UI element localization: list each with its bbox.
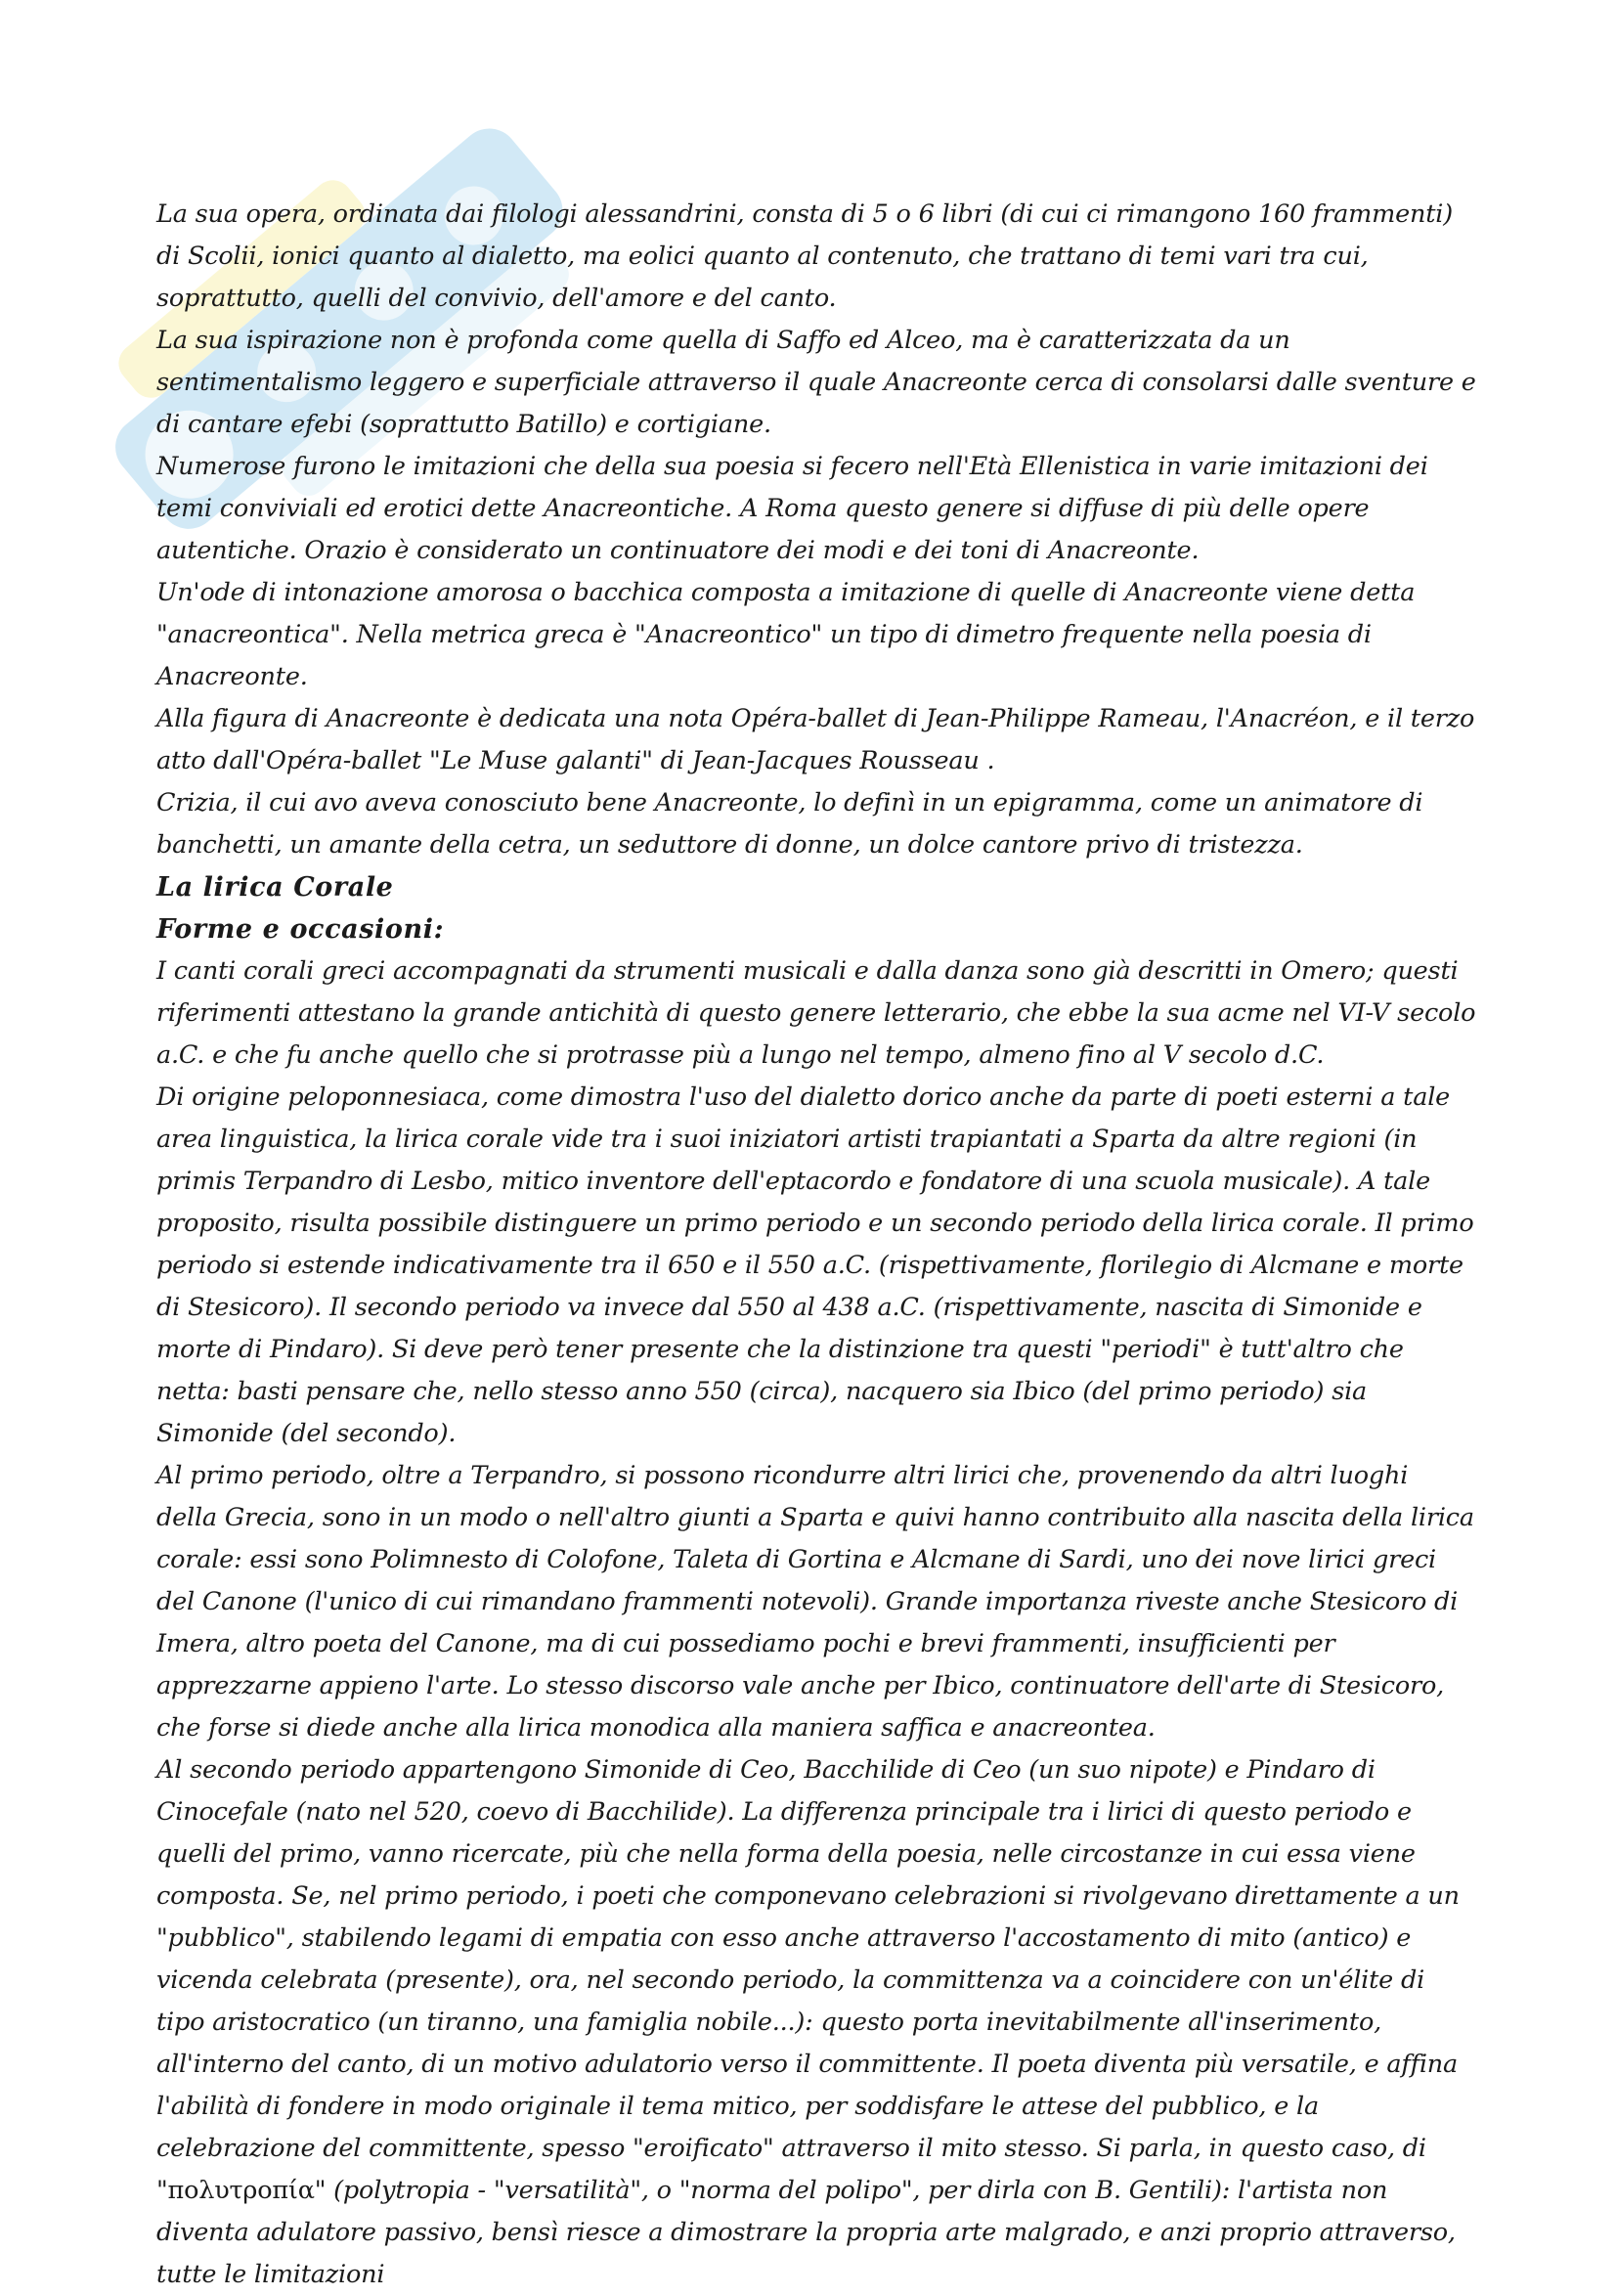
section-heading: La lirica Corale <box>156 872 394 903</box>
greek-term: πολυτροπία <box>167 2176 315 2205</box>
paragraph-text: Al secondo periodo appartengono Simonide di Ceo, Bacchilide di Ceo (un suo nipote) e Pindaro di Cinocefale (nato nel 520, coevo di Bacchilide). La differenza principale tra i lirici di questo periodo e quelli del primo, vanno ricercate, più che nella forma della poesia, nelle circostanze in cui essa viene composta. Se, nel primo periodo, i poeti che componevano celebrazioni si rivolgevano direttamente a un "pubblico", stabilendo legami di empatia con esso anche attraverso l'accostamento di mito (antico) e vicenda celebrata (presente), ora, nel secondo periodo, la committenza va a coincidere con un'élite di tipo aristocratico (un tiranno, una famiglia nobile...): questo porta inevitabilmente all'inserimento, all'interno del canto, di un motivo adulatorio verso il committente. Il poeta diventa più versatile, e affina l'abilità di fondere in modo originale il tema mitico, per soddisfare le attese del pubblico, e la celebrazione del committente, spesso "eroificato" attraverso il mito stesso. Si parla, in questo caso, di " <box>156 1755 1460 2205</box>
paragraph: Crizia, il cui avo aveva conosciuto bene Anacreonte, lo definì in un epigramma, come un animatore di banchetti, un amante della cetra, un seduttore di donne, un dolce cantore privo di tristezza. <box>156 788 1423 860</box>
document-body <box>156 194 1476 2296</box>
paragraph-text: " (polytropia - "versatilità", o "norma del polipo", per dirla con B. Gentili): l'artista non diventa adulatore passivo, bensì riesce a dimostrare la propria arte malgrado, e anzi proprio attraverso, tutte le limitazioni <box>156 2176 1456 2289</box>
paragraph: Al primo periodo, oltre a Terpandro, si possono ricondurre altri lirici che, provenendo da altri luoghi della Grecia, sono in un modo o nell'altro giunti a Sparta e quivi hanno contribuito alla nascita della lirica corale: essi sono Polimnesto di Colofone, Taleta di Gortina e Alcmane di Sardi, uno dei nove lirici greci del Canone (l'unico di cui rimandano frammenti notevoli). Grande importanza riveste anche Stesicoro di Imera, altro poeta del Canone, ma di cui possediamo pochi e brevi frammenti, insufficienti per apprezzarne appieno l'arte. Lo stesso discorso vale anche per Ibico, continuatore dell'arte di Stesicoro, che forse si diede anche alla lirica monodica alla maniera saffica e anacreontea. <box>156 1461 1474 1743</box>
paragraph-last <box>156 1749 1476 2296</box>
paragraph: Alla figura di Anacreonte è dedicata una nota Opéra-ballet di Jean-Philippe Rameau, l'Anacréon, e il terzo atto dall'Opéra-ballet "Le Muse galanti" di Jean-Jacques Rousseau . <box>156 704 1475 775</box>
paragraph: Un'ode di intonazione amorosa o bacchica composta a imitazione di quelle di Anacreonte viene detta "anacreontica". Nella metrica greca è "Anacreontico" un tipo di dimetro frequente nella poesia di Anacreonte. <box>156 578 1416 691</box>
paragraph: I canti corali greci accompagnati da strumenti musicali e dalla danza sono già descritti in Omero; questi riferimenti attestano la grande antichità di questo genere letterario, che ebbe la sua acme nel VI-V secolo a.C. e che fu anche quello che si protrasse più a lungo nel tempo, almeno fino al V secolo d.C. <box>156 956 1476 1070</box>
paragraph: Di origine peloponnesiaca, come dimostra l'uso del dialetto dorico anche da parte di poeti esterni a tale area linguistica, la lirica corale vide tra i suoi iniziatori artisti trapiantati a Sparta da altre regioni (in primis Terpandro di Lesbo, mitico inventore dell'eptacordo e fondatore di una scuola musicale). A tale proposito, risulta possibile distinguere un primo periodo e un secondo periodo della lirica corale. Il primo periodo si estende indicativamente tra il 650 e il 550 a.C. (rispettivamente, florilegio di Alcmane e morte di Stesicoro). Il secondo periodo va invece dal 550 al 438 a.C. (rispettivamente, nascita di Simonide e morte di Pindaro). Si deve però tener presente che la distinzione tra questi "periodi" è tutt'altro che netta: basti pensare che, nello stesso anno 550 (circa), nacquero sia Ibico (del primo periodo) sia Simonide (del secondo). <box>156 1082 1474 1448</box>
subsection-heading: Forme e occasioni: <box>156 914 445 945</box>
paragraph: La sua opera, ordinata dai filologi alessandrini, consta di 5 o 6 libri (di cui ci rimangono 160 frammenti) di Scolii, ionici quanto al dialetto, ma eolici quanto al contenuto, che trattano di temi vari tra cui, soprattutto, quelli del convivio, dell'amore e del canto. <box>156 199 1453 313</box>
paragraph: La sua ispirazione non è profonda come quella di Saffo ed Alceo, ma è caratterizzata da un sentimentalismo leggero e superficiale attraverso il quale Anacreonte cerca di consolarsi dalle sventure e di cantare efebi (soprattutto Batillo) e cortigiane. <box>156 326 1476 439</box>
paragraph: Numerose furono le imitazioni che della sua poesia si fecero nell'Età Ellenistica in varie imitazioni dei temi conviviali ed erotici dette Anacreontiche. A Roma questo genere si diffuse di più delle opere autentiche. Orazio è considerato un continuatore dei modi e dei toni di Anacreonte. <box>156 452 1428 565</box>
